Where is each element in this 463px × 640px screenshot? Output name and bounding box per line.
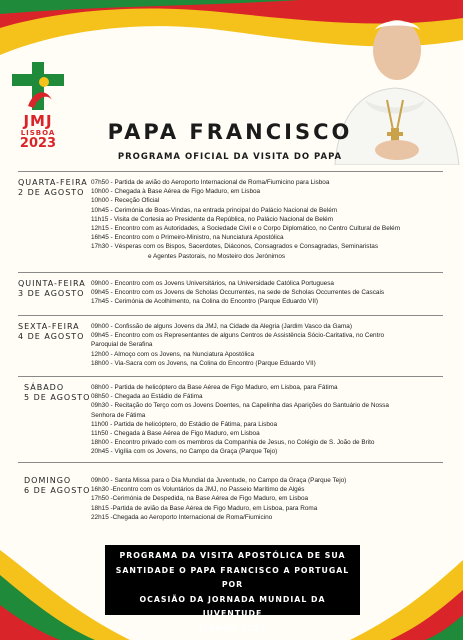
event-list bbox=[91, 279, 451, 307]
event-item: 17h50 -Cerimónia de Despedida, na Base Aérea de Figo Maduro, em Lisboa bbox=[91, 495, 309, 503]
event-item: 16h30 -Encontro com os Voluntários da JMJ, no Passeio Marítimo de Algés bbox=[91, 486, 305, 494]
event-item: 07h50 - Partida de avião do Aeroporto Internacional de Roma/Fiumicino para Lisboa bbox=[91, 179, 330, 186]
event-item: 12h15 - Encontro com as Autoridades, a Sociedade Civil e o Corpo Diplomático, no Centro Cultural de Belém bbox=[91, 225, 401, 233]
footer-text bbox=[112, 549, 353, 636]
divider bbox=[18, 171, 443, 172]
event-list bbox=[91, 178, 451, 261]
day-date: 3 DE AGOSTO bbox=[18, 289, 85, 298]
day-date: 4 DE AGOSTO bbox=[18, 332, 85, 341]
day-weekday: SEXTA-FEIRA bbox=[18, 322, 80, 331]
event-list bbox=[91, 383, 451, 457]
event-item: 09h00 - Confissão de alguns Jovens da JMJ, na Cidade da Alegria (Jardim Vasco da Gama) bbox=[91, 323, 352, 330]
event-item: 11h50 - Chegada à Base Aérea de Figo Maduro, em Lisboa bbox=[91, 430, 260, 438]
event-item: 22h15 -Chegada ao Aeroporto Internacional de Roma/Fiumicino bbox=[91, 513, 273, 521]
page-title: PAPA FRANCISCO bbox=[107, 120, 353, 144]
event-item: 10h45 - Cerimónia de Boas-Vindas, na entrada principal do Palácio Nacional de Belém bbox=[91, 206, 338, 214]
event-item: 16h45 - Encontro com o Primeiro-Ministro, na Nunciatura Apostólica bbox=[91, 234, 284, 242]
day-label bbox=[24, 476, 94, 496]
event-item: 10h00 - Chegada à Base Aérea de Figo Maduro, em Lisboa bbox=[91, 188, 261, 196]
event-item: 11h15 - Visita de Cortesia ao Presidente da República, no Palácio Nacional de Belém bbox=[91, 215, 334, 223]
event-item: 09h00 - Encontro com os Jovens Universitários, na Universidade Católica Portuguesa bbox=[91, 280, 334, 287]
day-label bbox=[18, 178, 88, 198]
day-weekday: QUARTA-FEIRA bbox=[18, 178, 88, 187]
day-weekday: QUINTA-FEIRA bbox=[18, 279, 86, 288]
event-item: 11h00 - Partida de helicóptero, do Estádio de Fátima, para Lisboa bbox=[91, 420, 278, 428]
divider bbox=[18, 315, 443, 316]
event-item: 18h15 -Partida de avião da Base Aérea de Figo Maduro, em Lisboa, para Roma bbox=[91, 504, 318, 512]
logo-figure-head bbox=[39, 77, 49, 87]
event-item-continuation: Senhora de Fátima bbox=[91, 411, 146, 419]
event-item: 10h00 - Receção Oficial bbox=[91, 197, 160, 205]
day-date: 6 DE AGOSTO bbox=[24, 486, 91, 495]
logo-cross-horizontal bbox=[12, 74, 64, 86]
event-item: 17h45 - Cerimónia de Acolhimento, na Colina do Encontro (Parque Eduardo VII) bbox=[91, 298, 319, 306]
divider bbox=[18, 272, 443, 273]
page-subtitle: PROGRAMA OFICIAL DA VISITA DO PAPA bbox=[117, 152, 343, 162]
event-item: 12h00 - Almoço com os Jovens, na Nunciatura Apostólica bbox=[91, 350, 255, 358]
event-item: 09h45 - Encontro com os Jovens de Scholas Occurrentes, na sede de Scholas Occurrentes de Cascais bbox=[91, 289, 385, 297]
event-item-continuation: Paroquial de Serafina bbox=[91, 341, 153, 349]
event-item-continuation: e Agentes Pastorais, no Mosteiro dos Jerónimos bbox=[148, 252, 286, 260]
logo-city-text: LISBOA bbox=[20, 129, 56, 137]
event-item: 18h00 - Encontro privado com os membros da Companhia de Jesus, no Colégio de S. João de Brito bbox=[91, 439, 375, 447]
logo-year-text: 2023 bbox=[19, 136, 57, 151]
event-item: 09h30 - Recitação do Terço com os Jovens Doentes, na Capelinha das Aparições do Santuário de Nossa bbox=[91, 402, 389, 410]
event-item: 09h00 - Santa Missa para o Dia Mundial da Juventude, no Campo da Graça (Parque Tejo) bbox=[91, 477, 347, 484]
event-list bbox=[91, 476, 451, 522]
event-item: 18h00 - Via-Sacra com os Jovens, na Colina do Encontro (Parque Eduardo VII) bbox=[91, 359, 316, 367]
day-weekday: SÁBADO bbox=[24, 383, 65, 392]
day-label bbox=[24, 383, 94, 403]
footer-line: LISBOA 2023 bbox=[198, 623, 267, 633]
divider bbox=[18, 376, 443, 377]
logo-jmj-text: JMJ bbox=[23, 112, 53, 130]
event-item: 17h30 - Vésperas com os Bispos, Sacerdotes, Diáconos, Consagrados e Consagradas, Seminaristas bbox=[91, 243, 379, 251]
divider bbox=[18, 462, 443, 463]
event-item: 09h45 - Encontro com os Representantes de alguns Centros de Assistência Sócio-Caritativa, no Centro bbox=[91, 332, 385, 340]
day-label bbox=[18, 322, 88, 342]
event-item: 20h45 - Vigília com os Jovens, no Campo da Graça (Parque Tejo) bbox=[91, 448, 278, 456]
day-date: 2 DE AGOSTO bbox=[18, 188, 85, 197]
event-list bbox=[91, 322, 451, 368]
day-date: 5 DE AGOSTO bbox=[24, 393, 91, 402]
day-weekday: DOMINGO bbox=[24, 476, 72, 485]
footer-line: PROGRAMA DA VISITA APOSTÓLICA DE SUA bbox=[119, 551, 346, 560]
day-label bbox=[18, 279, 88, 299]
event-item: 08h50 - Chegada ao Estádio de Fátima bbox=[91, 393, 203, 401]
footer-line: SANTIDADE O PAPA FRANCISCO A PORTUGAL POR bbox=[115, 565, 350, 589]
event-item: 08h00 - Partida de helicóptero da Base Aérea de Figo Maduro, em Lisboa, para Fátima bbox=[91, 384, 338, 391]
footer-line: OCASIÃO DA JORNADA MUNDIAL DA JUVENTUDE bbox=[139, 594, 326, 618]
